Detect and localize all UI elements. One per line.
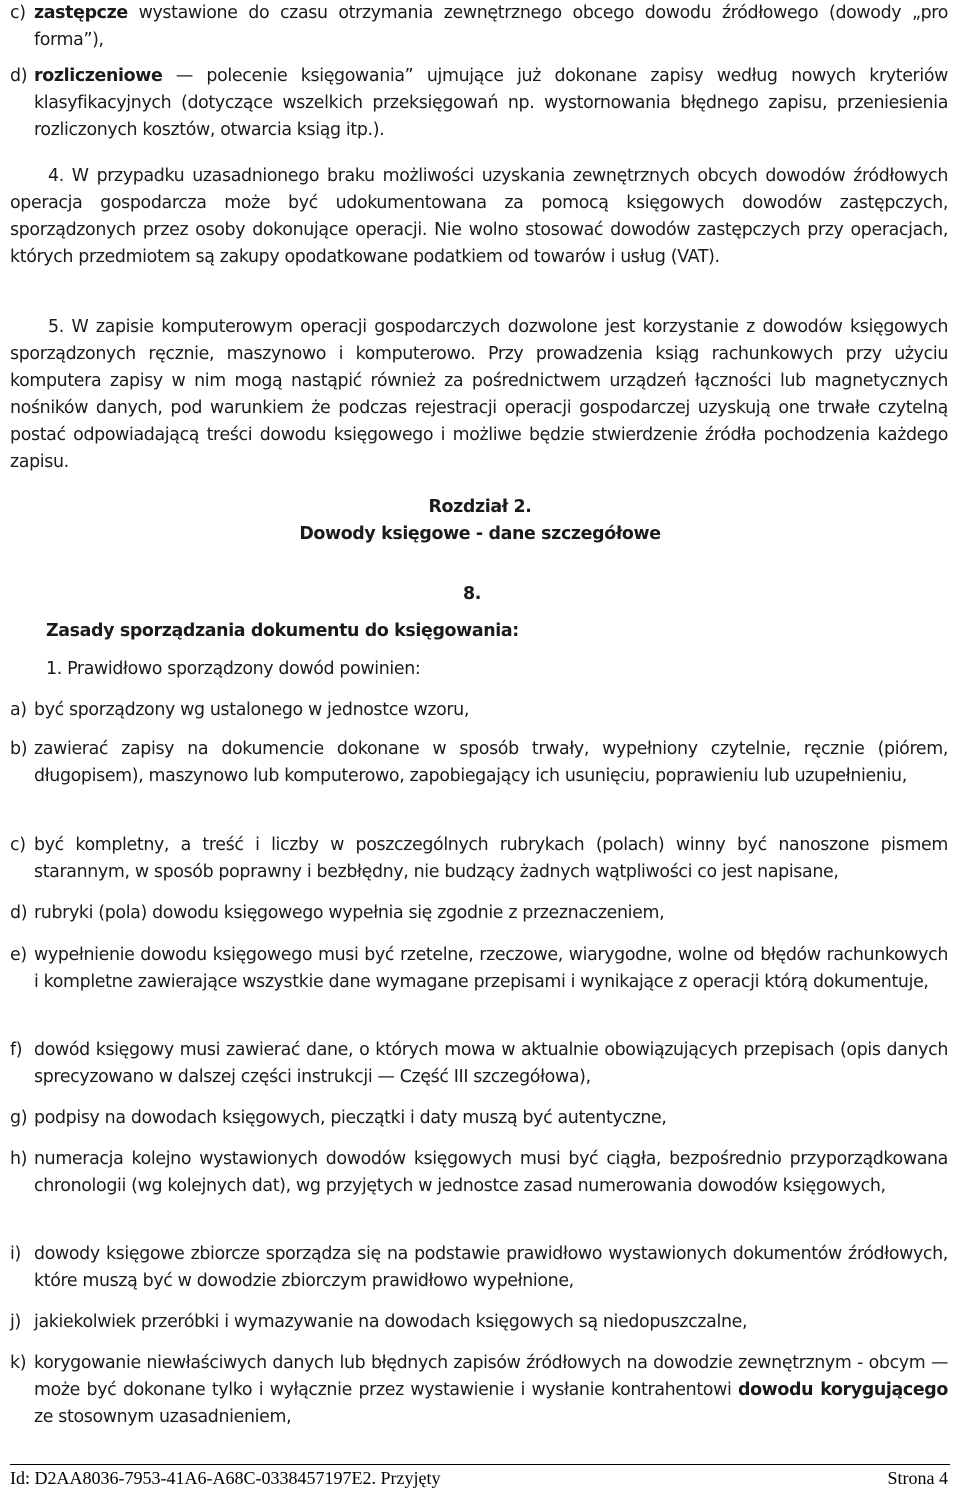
- list-item-text-tail: ze stosownym uzasadnieniem,: [34, 1407, 292, 1427]
- list-item-label: e): [10, 945, 27, 965]
- list-item-label: k): [10, 1353, 27, 1373]
- page-number: Strona 4: [887, 1468, 948, 1488]
- list-item-text: wypełnienie dowodu księgowego musi być rzetelne, rzeczowe, wiarygodne, wolne od błędów rachunkowych i kompletne zawierające wszystkie dane wymagane przepisami i wynikające z operacji którą dokumentuje,: [34, 945, 948, 992]
- list-item-i: [10, 1241, 948, 1295]
- list-item-b: [10, 736, 948, 790]
- list-item-label: b): [10, 739, 28, 759]
- document-id: Id: D2AA8036-7953-41A6-A68C-0338457197E2. Przyjęty: [10, 1468, 441, 1488]
- list-item-text: numeracja kolejno wystawionych dowodów księgowych musi być ciągła, bezpośrednio przyporządkowana chronologii (wg kolejnych dat), wg przyjętych w jednostce zasad numerowania dowodów księgowych,: [34, 1149, 948, 1196]
- list-item-c2: [10, 832, 948, 886]
- list-item-label: h): [10, 1149, 28, 1169]
- list-item-label: c): [10, 3, 26, 23]
- list-item-bold-term: dowodu korygującego: [737, 1380, 948, 1400]
- list-item-label: g): [10, 1108, 28, 1128]
- list-item-j: [10, 1309, 948, 1336]
- section-title: Zasady sporządzania dokumentu do księgowania:: [46, 621, 519, 641]
- list-item-e: [10, 942, 948, 996]
- list-item-label: f): [10, 1040, 23, 1060]
- paragraph-5: 5. W zapisie komputerowym operacji gospodarczych dozwolone jest korzystanie z dowodów księgowych sporządzonych ręcznie, maszynowo i komputerowo. Przy prowadzenia ksiąg rachunkowych przy użyciu komputera zapisy w nim mogą nastąpić również za pośrednictwem urządzeń łączności lub magnetycznych nośników danych, pod warunkiem że podczas rejestracji operacji gospodarczej uzyskują one trwałe czytelną postać odpowiadającą treści dowodu księgowego i możliwe będzie stwierdzenie źródła pochodzenia każdego zapisu.: [10, 317, 948, 472]
- list-item-c: [10, 0, 948, 54]
- chapter-number: Rozdział 2.: [428, 497, 532, 517]
- list-item-label: d): [10, 66, 28, 86]
- list-item-text: jakiekolwiek przeróbki i wymazywanie na dowodach księgowych są niedopuszczalne,: [34, 1312, 748, 1332]
- section-number: 8.: [463, 584, 482, 604]
- list-item-text: wystawione do czasu otrzymania zewnętrznego obcego dowodu źródłowego (dowody „pro forma”),: [34, 3, 948, 50]
- chapter-title: Dowody księgowe - dane szczegółowe: [299, 524, 661, 544]
- list-item-text: dowody księgowe zbiorcze sporządza się na podstawie prawidłowo wystawionych dokumentów źródłowych, które muszą być w dowodzie zbiorczym prawidłowo wypełnione,: [34, 1244, 948, 1291]
- list-item-d: [10, 63, 948, 144]
- list-item-text: podpisy na dowodach księgowych, pieczątki i daty muszą być autentyczne,: [34, 1108, 667, 1128]
- list-item-f: [10, 1037, 948, 1091]
- list-item-text: rubryki (pola) dowodu księgowego wypełnia się zgodnie z przeznaczeniem,: [34, 903, 665, 923]
- list-item-a: [10, 697, 948, 724]
- list-item-label: c): [10, 835, 26, 855]
- list-item-label: a): [10, 700, 27, 720]
- list-item-text: korygowanie niewłaściwych danych lub błędnych zapisów źródłowych na dowodzie zewnętrznym - obcym — może być dokonane tylko i wyłącznie przez wystawienie i wysłanie kontrahentowi: [34, 1353, 948, 1400]
- section-intro: 1. Prawidłowo sporządzony dowód powinien:: [46, 659, 421, 679]
- list-item-g: [10, 1105, 948, 1132]
- list-item-d2: [10, 900, 948, 927]
- list-item-text: być sporządzony wg ustalonego w jednostce wzoru,: [34, 700, 470, 720]
- list-item-text: dowód księgowy musi zawierać dane, o których mowa w aktualnie obowiązujących przepisach (opis danych sprecyzowano w dalszej części instrukcji — Część III szczegółowa),: [34, 1040, 948, 1087]
- list-item-h: [10, 1146, 948, 1200]
- footer-divider: [10, 1464, 950, 1465]
- list-item-k: [10, 1350, 948, 1431]
- page-footer: [0, 1458, 960, 1492]
- paragraph-4: 4. W przypadku uzasadnionego braku możliwości uzyskania zewnętrznych obcych dowodów źródłowych operacja gospodarcza może być udokumentowana za pomocą księgowych dowodów zastępczych, sporządzonych przez osoby dokonujące operacji. Nie wolno stosować dowodów zastępczych przy operacjach, których przedmiotem są zakupy opodatkowane podatkiem od towarów i usług (VAT).: [10, 166, 948, 267]
- list-item-label: j): [10, 1312, 21, 1332]
- list-item-label: i): [10, 1244, 21, 1264]
- list-item-bold-term: zastępcze: [34, 3, 128, 23]
- list-item-text: — polecenie księgowania” ujmujące już dokonane zapisy według nowych kryteriów klasyfikacyjnych (dotyczące wszelkich przeksięgowań np. wystornowania błędnego zapisu, przeniesienia rozliczonych kosztów, otwarcia ksiąg itp.).: [34, 66, 948, 140]
- list-item-text: być kompletny, a treść i liczby w poszczególnych rubrykach (polach) winny być nanoszone pismem starannym, w sposób poprawny i bezbłędny, nie budzący żadnych wątpliwości co jest napisane,: [34, 835, 948, 882]
- list-item-label: d): [10, 903, 28, 923]
- list-item-bold-term: rozliczeniowe: [34, 66, 163, 86]
- list-item-text: zawierać zapisy na dokumencie dokonane w sposób trwały, wypełniony czytelnie, ręcznie (piórem, długopisem), maszynowo lub komputerowo, zapobiegający ich usunięciu, poprawieniu lub uzupełnieniu,: [34, 739, 948, 786]
